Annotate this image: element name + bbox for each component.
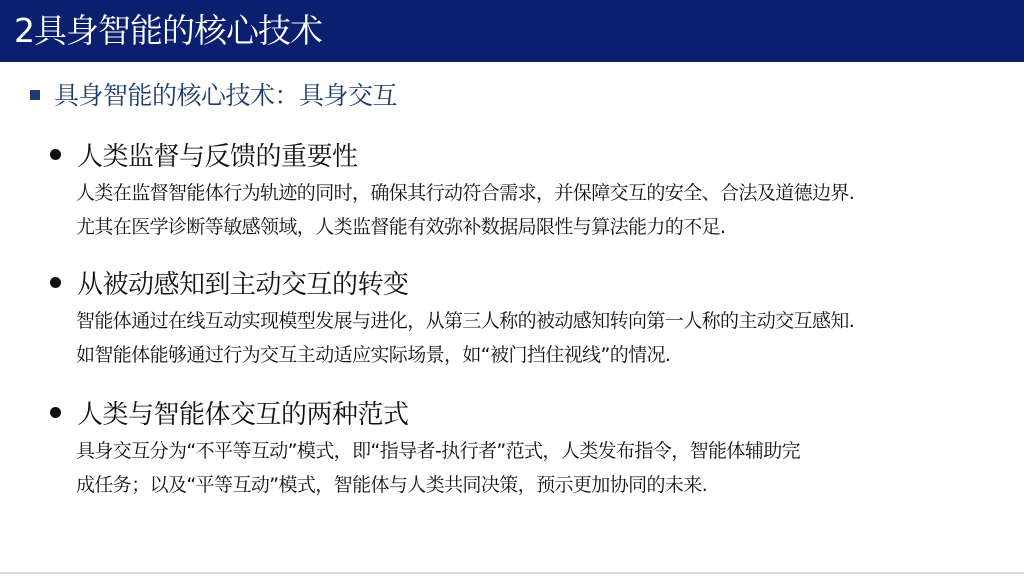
point-3-line-1: 具身交互分为“不平等互动”模式，即“指导者-执行者”范式，人类发布指令，智能体辅助完 <box>76 440 801 462</box>
point-1-head <box>50 136 990 172</box>
point-3 <box>50 394 990 502</box>
point-1-body <box>76 176 990 244</box>
point-2-line-2: 如智能体能够通过行为交互主动适应实际场景，如“被门挡住视线”的情况. <box>76 344 671 366</box>
point-1-heading: 人类监督与反馈的重要性 <box>77 141 358 172</box>
point-3-line-2: 成任务；以及“平等互动”模式，智能体与人类共同决策，预示更加协同的未来. <box>76 474 708 496</box>
slide-title: 2具身智能的核心技术 <box>14 11 322 50</box>
round-bullet-icon <box>50 407 61 418</box>
section-heading <box>30 78 397 110</box>
title-bar <box>0 0 1024 62</box>
round-bullet-icon <box>50 277 61 288</box>
square-bullet-icon <box>30 90 40 100</box>
point-3-head <box>50 394 990 430</box>
point-2-line-1: 智能体通过在线互动实现模型发展与进化，从第三人称的被动感知转向第一人称的主动交互感知. <box>76 310 855 332</box>
point-1-line-1: 人类在监督智能体行为轨迹的同时，确保其行动符合需求，并保障交互的安全、合法及道德边界. <box>76 182 855 204</box>
point-1 <box>50 136 990 244</box>
round-bullet-icon <box>50 149 61 160</box>
point-2-head <box>50 264 990 300</box>
point-2-body <box>76 304 990 372</box>
point-3-body <box>76 434 990 502</box>
section-title: 具身智能的核心技术：具身交互 <box>54 81 398 110</box>
footer-divider <box>0 572 1024 574</box>
point-2 <box>50 264 990 372</box>
point-2-heading: 从被动感知到主动交互的转变 <box>77 269 409 300</box>
point-3-heading: 人类与智能体交互的两种范式 <box>77 399 409 430</box>
point-1-line-2: 尤其在医学诊断等敏感领域，人类监督能有效弥补数据局限性与算法能力的不足. <box>76 216 726 238</box>
